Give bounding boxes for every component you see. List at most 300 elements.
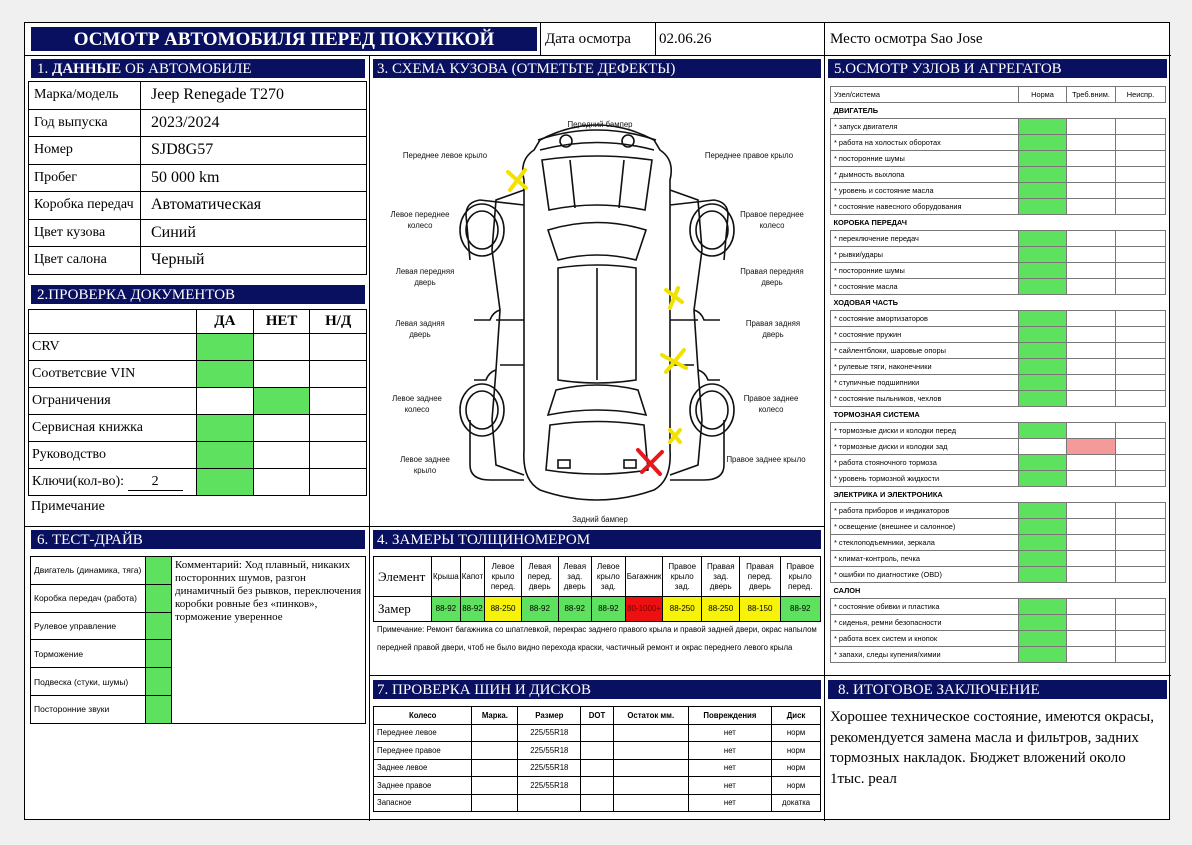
documents-col-2: Н/Д — [310, 310, 367, 334]
thickness-value: 88-92 — [432, 597, 461, 622]
systems-item: * работа всех систем и кнопок — [831, 631, 1019, 647]
systems-item-row — [831, 599, 1166, 615]
label-front-right-wing: Переднее правое крыло — [704, 151, 794, 160]
systems-item: * стеклоподъемники, зеркала — [831, 535, 1019, 551]
car-data-label: Коробка передач — [29, 192, 141, 220]
systems-header-row — [831, 87, 1166, 103]
thickness-value: 88-92 — [460, 597, 484, 622]
documents-check-no[interactable] — [253, 334, 310, 361]
systems-defect-cell[interactable] — [1116, 439, 1166, 455]
systems-item-row — [831, 151, 1166, 167]
tires-row — [374, 724, 821, 742]
systems-attention-cell[interactable] — [1067, 567, 1116, 583]
tires-cell: норм — [772, 777, 821, 795]
car-data-label: Цвет салона — [29, 247, 141, 275]
systems-item-row — [831, 567, 1166, 583]
systems-defect-cell[interactable] — [1116, 263, 1166, 279]
systems-attention-cell[interactable] — [1067, 343, 1116, 359]
thickness-col-name: Левая перед. дверь — [521, 557, 558, 597]
systems-ok-cell[interactable] — [1019, 375, 1067, 391]
systems-ok-cell[interactable] — [1019, 311, 1067, 327]
systems-ok-cell[interactable] — [1019, 199, 1067, 215]
documents-check-na[interactable] — [310, 334, 367, 361]
systems-attention-cell[interactable] — [1067, 391, 1116, 407]
tires-cell: 225/55R18 — [518, 759, 581, 777]
systems-ok-cell[interactable] — [1019, 151, 1067, 167]
thickness-value: 88-250 — [702, 597, 740, 622]
tires-col-header: Размер — [518, 707, 581, 725]
thickness-note: Примечание: Ремонт багажника со шпатлевкой, перекрас заднего правого крыла и правой задней двери, окрас напылом передней правой двери, чтоб не было видно перехода краски, частичный ремонт и окрас переднего левого крыла — [377, 625, 817, 652]
documents-check-no[interactable] — [253, 388, 310, 415]
tires-cell: Запасное — [374, 794, 472, 812]
systems-attention-cell[interactable] — [1067, 327, 1116, 343]
systems-defect-cell[interactable] — [1116, 359, 1166, 375]
tires-row — [374, 794, 821, 812]
tires-cell — [472, 759, 518, 777]
systems-attention-cell[interactable] — [1067, 551, 1116, 567]
systems-ok-cell[interactable] — [1019, 231, 1067, 247]
tires-cell — [472, 724, 518, 742]
systems-category: ЭЛЕКТРИКА И ЭЛЕКТРОНИКА — [831, 487, 1166, 503]
tires-col-header: Повреждения — [688, 707, 771, 725]
documents-label — [29, 415, 197, 442]
test-drive-table — [30, 556, 172, 724]
col-node: Узел/система — [831, 87, 1019, 103]
systems-defect-cell[interactable] — [1116, 471, 1166, 487]
systems-item: * состояние навесного оборудования — [831, 199, 1019, 215]
systems-ok-cell[interactable] — [1019, 327, 1067, 343]
documents-row — [29, 388, 367, 415]
car-data-label: Год выпуска — [29, 109, 141, 137]
systems-ok-cell[interactable] — [1019, 519, 1067, 535]
tires-cell — [581, 777, 614, 795]
systems-ok-cell[interactable] — [1019, 263, 1067, 279]
test-drive-item: Рулевое управление — [31, 612, 146, 640]
systems-attention-cell[interactable] — [1067, 455, 1116, 471]
label-rear-left-door: Левая задняя дверь — [395, 319, 445, 339]
test-drive-item: Подвеска (стуки, шумы) — [31, 668, 146, 696]
label-front-left-door: Левая передняя дверь — [395, 267, 455, 287]
thickness-col-name: Капот — [460, 557, 484, 597]
test-drive-ok-cell[interactable] — [146, 695, 172, 723]
test-drive-row — [31, 640, 172, 668]
col-ok: Норма — [1019, 87, 1067, 103]
tires-cell — [613, 759, 688, 777]
test-drive-comment: Комментарий: Ход плавный, никаких посторонних шумов, разгон динамичный без рывков, переключения коробки ровные без «пинков», торможение уверенное — [175, 559, 362, 623]
systems-defect-cell[interactable] — [1116, 135, 1166, 151]
systems-defect-cell[interactable] — [1116, 167, 1166, 183]
tires-header-row — [374, 707, 821, 725]
thickness-value: 88-92 — [521, 597, 558, 622]
systems-defect-cell[interactable] — [1116, 631, 1166, 647]
systems-item: * работа стояночного тормоза — [831, 455, 1019, 471]
systems-category: САЛОН — [831, 583, 1166, 599]
tires-cell — [581, 794, 614, 812]
section-5-header: 5.ОСМОТР УЗЛОВ И АГРЕГАТОВ — [828, 59, 1167, 78]
systems-attention-cell[interactable] — [1067, 519, 1116, 535]
systems-item-row — [831, 343, 1166, 359]
systems-ok-cell[interactable] — [1019, 615, 1067, 631]
systems-item: * освещение (внешнее и салонное) — [831, 519, 1019, 535]
systems-defect-cell[interactable] — [1116, 247, 1166, 263]
documents-check-na[interactable] — [310, 388, 367, 415]
documents-col-0: ДА — [197, 310, 254, 334]
systems-item-row — [831, 423, 1166, 439]
systems-category-row — [831, 407, 1166, 423]
systems-defect-cell[interactable] — [1116, 423, 1166, 439]
thickness-col-name: Правая перед. дверь — [740, 557, 780, 597]
systems-defect-cell[interactable] — [1116, 279, 1166, 295]
systems-item: * рывки/удары — [831, 247, 1019, 263]
systems-attention-cell[interactable] — [1067, 263, 1116, 279]
tires-cell — [581, 759, 614, 777]
car-data-value: Jeep Renegade T270 — [141, 82, 367, 110]
thickness-col-name: Левая зад. дверь — [558, 557, 591, 597]
car-data-row — [29, 82, 367, 110]
systems-item-row — [831, 535, 1166, 551]
label-rear-bumper: Задний бампер — [572, 515, 628, 524]
systems-defect-cell[interactable] — [1116, 519, 1166, 535]
systems-ok-cell[interactable] — [1019, 167, 1067, 183]
documents-check-yes[interactable] — [197, 415, 254, 442]
documents-check-na[interactable] — [310, 415, 367, 442]
systems-ok-cell[interactable] — [1019, 471, 1067, 487]
keys-count: 2 — [128, 474, 183, 491]
systems-item: * состояние масла — [831, 279, 1019, 295]
documents-check-na[interactable] — [310, 361, 367, 388]
thickness-value: 88-250 — [485, 597, 522, 622]
tires-cell: Заднее левое — [374, 759, 472, 777]
systems-item-row — [831, 247, 1166, 263]
section-4-header: 4. ЗАМЕРЫ ТОЛЩИНОМЕРОМ — [373, 530, 821, 549]
systems-item-row — [831, 263, 1166, 279]
systems-defect-cell[interactable] — [1116, 119, 1166, 135]
systems-attention-cell[interactable] — [1067, 599, 1116, 615]
conclusion-text: Хорошее техническое состояние, имеются окрасы, рекомендуется замена масла и фильтров, задних тормозных накладок. Бюджет вложений около 1тыс. реал — [830, 709, 1154, 787]
systems-ok-cell[interactable] — [1019, 599, 1067, 615]
tires-table — [373, 706, 821, 812]
systems-ok-cell[interactable] — [1019, 631, 1067, 647]
tires-cell: норм — [772, 759, 821, 777]
systems-ok-cell[interactable] — [1019, 503, 1067, 519]
test-drive-ok-cell[interactable] — [146, 640, 172, 668]
systems-item-row — [831, 471, 1166, 487]
systems-defect-cell[interactable] — [1116, 199, 1166, 215]
thickness-value: 88-150 — [740, 597, 780, 622]
systems-attention-cell[interactable] — [1067, 439, 1116, 455]
systems-defect-cell[interactable] — [1116, 151, 1166, 167]
systems-ok-cell[interactable] — [1019, 647, 1067, 663]
systems-defect-cell[interactable] — [1116, 391, 1166, 407]
tires-cell: Заднее правое — [374, 777, 472, 795]
page-title: ОСМОТР АВТОМОБИЛЯ ПЕРЕД ПОКУПКОЙ — [31, 27, 537, 51]
car-data-label: Цвет кузова — [29, 219, 141, 247]
section-6-header: 6. ТЕСТ-ДРАЙВ — [31, 530, 365, 549]
date-value: 02.06.26 — [659, 31, 712, 47]
label-rear-right-wheel: Правое заднее колесо — [743, 394, 799, 414]
systems-item: * запахи, следы купения/химии — [831, 647, 1019, 663]
systems-category-row — [831, 215, 1166, 231]
car-data-value: SJD8G57 — [141, 137, 367, 165]
systems-item: * тормозные диски и колодки зад — [831, 439, 1019, 455]
systems-attention-cell[interactable] — [1067, 631, 1116, 647]
systems-item-row — [831, 615, 1166, 631]
tires-row — [374, 759, 821, 777]
documents-check-yes[interactable] — [197, 442, 254, 469]
section-2-header: 2.ПРОВЕРКА ДОКУМЕНТОВ — [31, 285, 365, 304]
systems-defect-cell[interactable] — [1116, 503, 1166, 519]
tires-cell — [613, 794, 688, 812]
thickness-col-name: Багажник — [625, 557, 663, 597]
section-1-header: 1. ДАННЫЕ ОБ АВТОМОБИЛЕ — [31, 59, 365, 78]
systems-defect-cell[interactable] — [1116, 343, 1166, 359]
systems-attention-cell[interactable] — [1067, 375, 1116, 391]
systems-ok-cell[interactable] — [1019, 135, 1067, 151]
car-data-label: Марка/модель — [29, 82, 141, 110]
systems-item-row — [831, 135, 1166, 151]
label-front-right-wheel: Правое переднее колесо — [740, 210, 804, 230]
car-data-row — [29, 247, 367, 275]
systems-attention-cell[interactable] — [1067, 647, 1116, 663]
measure-label: Замер — [374, 597, 432, 622]
systems-defect-cell[interactable] — [1116, 183, 1166, 199]
systems-defect-cell[interactable] — [1116, 551, 1166, 567]
thickness-col-name: Левое крыло перед. — [485, 557, 522, 597]
systems-item-row — [831, 439, 1166, 455]
systems-defect-cell[interactable] — [1116, 535, 1166, 551]
systems-attention-cell[interactable] — [1067, 151, 1116, 167]
systems-item: * уровень и состояние масла — [831, 183, 1019, 199]
systems-ok-cell[interactable] — [1019, 423, 1067, 439]
documents-label-text: Ключи(кол-во): — [32, 473, 128, 489]
documents-header-row — [29, 310, 367, 334]
car-data-row — [29, 109, 367, 137]
test-drive-item: Двигатель (динамика, тяга) — [31, 557, 146, 585]
systems-item: * сиденья, ремни безопасности — [831, 615, 1019, 631]
systems-attention-cell[interactable] — [1067, 279, 1116, 295]
test-drive-item: Посторонние звуки — [31, 695, 146, 723]
systems-attention-cell[interactable] — [1067, 471, 1116, 487]
test-drive-row — [31, 584, 172, 612]
car-data-row — [29, 137, 367, 165]
tires-cell — [581, 742, 614, 760]
tires-cell: норм — [772, 742, 821, 760]
systems-item: * сайлентблоки, шаровые опоры — [831, 343, 1019, 359]
systems-item-row — [831, 183, 1166, 199]
documents-row — [29, 334, 367, 361]
systems-attention-cell[interactable] — [1067, 247, 1116, 263]
tires-cell: 225/55R18 — [518, 742, 581, 760]
documents-label — [29, 334, 197, 361]
systems-item-row — [831, 375, 1166, 391]
documents-check-no[interactable] — [253, 415, 310, 442]
section-7-header: 7. ПРОВЕРКА ШИН И ДИСКОВ — [373, 680, 821, 699]
systems-attention-cell[interactable] — [1067, 135, 1116, 151]
car-data-label: Пробег — [29, 164, 141, 192]
systems-defect-cell[interactable] — [1116, 327, 1166, 343]
documents-row — [29, 361, 367, 388]
test-drive-item: Коробка передач (работа) — [31, 584, 146, 612]
tires-col-header: Остаток мм. — [613, 707, 688, 725]
systems-item-row — [831, 279, 1166, 295]
systems-item: * посторонние шумы — [831, 151, 1019, 167]
element-label: Элемент — [374, 557, 432, 597]
car-data-value: 50 000 km — [141, 164, 367, 192]
tires-cell: нет — [688, 724, 771, 742]
systems-attention-cell[interactable] — [1067, 423, 1116, 439]
systems-defect-cell[interactable] — [1116, 615, 1166, 631]
systems-item: * состояние пыльников, чехлов — [831, 391, 1019, 407]
systems-item: * запуск двигателя — [831, 119, 1019, 135]
tires-cell: нет — [688, 759, 771, 777]
label-rear-left-wing: Левое заднее крыло — [400, 455, 450, 475]
systems-item: * ступичные подшипники — [831, 375, 1019, 391]
systems-item: * переключение передач — [831, 231, 1019, 247]
systems-defect-cell[interactable] — [1116, 567, 1166, 583]
body-diagram — [370, 80, 824, 523]
systems-item: * работа приборов и индикаторов — [831, 503, 1019, 519]
tires-cell — [613, 742, 688, 760]
systems-ok-cell[interactable] — [1019, 455, 1067, 471]
systems-defect-cell[interactable] — [1116, 647, 1166, 663]
systems-item: * рулевые тяги, наконечники — [831, 359, 1019, 375]
systems-attention-cell[interactable] — [1067, 615, 1116, 631]
thickness-value: 88-250 — [663, 597, 702, 622]
car-data-table — [28, 81, 367, 275]
thickness-value: 88-92 — [591, 597, 625, 622]
tires-col-header: Диск — [772, 707, 821, 725]
systems-item: * ошибки по диагностике (OBD) — [831, 567, 1019, 583]
thickness-value: 88-92 — [558, 597, 591, 622]
systems-item: * посторонние шумы — [831, 263, 1019, 279]
section-3-header: 3. СХЕМА КУЗОВА (ОТМЕТЬТЕ ДЕФЕКТЫ) — [373, 59, 821, 78]
thickness-col-name: Правое крыло зад. — [663, 557, 702, 597]
label-rear-right-door: Правая задняя дверь — [745, 319, 801, 339]
documents-row — [29, 442, 367, 469]
systems-attention-cell[interactable] — [1067, 503, 1116, 519]
systems-ok-cell[interactable] — [1019, 359, 1067, 375]
documents-check-no[interactable] — [253, 469, 310, 496]
documents-check-yes[interactable] — [197, 469, 254, 496]
systems-ok-cell[interactable] — [1019, 535, 1067, 551]
documents-check-na[interactable] — [310, 469, 367, 496]
test-drive-row — [31, 557, 172, 585]
col-defect: Неиспр. — [1116, 87, 1166, 103]
tires-cell: Переднее правое — [374, 742, 472, 760]
inspection-place: Место осмотра Sao Jose — [830, 31, 983, 47]
tires-cell: нет — [688, 794, 771, 812]
test-drive-row — [31, 668, 172, 696]
systems-attention-cell[interactable] — [1067, 167, 1116, 183]
systems-ok-cell[interactable] — [1019, 343, 1067, 359]
documents-label-text: CRV — [32, 339, 60, 354]
tires-cell — [518, 794, 581, 812]
systems-attention-cell[interactable] — [1067, 231, 1116, 247]
systems-attention-cell[interactable] — [1067, 535, 1116, 551]
systems-item-row — [831, 503, 1166, 519]
tires-cell: нет — [688, 777, 771, 795]
systems-attention-cell[interactable] — [1067, 199, 1116, 215]
systems-ok-cell[interactable] — [1019, 247, 1067, 263]
documents-check-na[interactable] — [310, 442, 367, 469]
documents-label-text: Руководство — [32, 447, 106, 462]
systems-category: КОРОБКА ПЕРЕДАЧ — [831, 215, 1166, 231]
documents-check-yes[interactable] — [197, 388, 254, 415]
systems-defect-cell[interactable] — [1116, 231, 1166, 247]
test-drive-ok-cell[interactable] — [146, 668, 172, 696]
systems-ok-cell[interactable] — [1019, 279, 1067, 295]
documents-label — [29, 442, 197, 469]
systems-ok-cell[interactable] — [1019, 183, 1067, 199]
systems-attention-cell[interactable] — [1067, 359, 1116, 375]
documents-row — [29, 415, 367, 442]
thickness-col-name: Правая зад. дверь — [702, 557, 740, 597]
systems-ok-cell[interactable] — [1019, 391, 1067, 407]
test-drive-item: Торможение — [31, 640, 146, 668]
test-drive-ok-cell[interactable] — [146, 584, 172, 612]
systems-category: ТОРМОЗНАЯ СИСТЕМА — [831, 407, 1166, 423]
label-front-right-door: Правая передняя дверь — [740, 267, 804, 287]
documents-label — [29, 361, 197, 388]
systems-category-row — [831, 583, 1166, 599]
tires-cell: докатка — [772, 794, 821, 812]
defect-mark-red — [638, 450, 662, 474]
systems-attention-cell[interactable] — [1067, 119, 1116, 135]
test-drive-ok-cell[interactable] — [146, 612, 172, 640]
label-front-bumper: Передний бампер — [567, 120, 633, 129]
documents-check-yes[interactable] — [197, 334, 254, 361]
systems-defect-cell[interactable] — [1116, 455, 1166, 471]
car-data-value: Автоматическая — [141, 192, 367, 220]
systems-attention-cell[interactable] — [1067, 183, 1116, 199]
tires-cell — [613, 777, 688, 795]
label-rear-left-wheel: Левое заднее колесо — [392, 394, 442, 414]
tires-row — [374, 777, 821, 795]
tires-cell — [472, 777, 518, 795]
documents-check-no[interactable] — [253, 361, 310, 388]
test-drive-ok-cell[interactable] — [146, 557, 172, 585]
car-data-row — [29, 192, 367, 220]
documents-check-no[interactable] — [253, 442, 310, 469]
systems-attention-cell[interactable] — [1067, 311, 1116, 327]
systems-item-row — [831, 551, 1166, 567]
label-front-left-wing: Переднее левое крыло — [402, 151, 488, 160]
systems-item-row — [831, 359, 1166, 375]
systems-category: ХОДОВАЯ ЧАСТЬ — [831, 295, 1166, 311]
systems-defect-cell[interactable] — [1116, 375, 1166, 391]
thickness-value: 80-1000+ — [625, 597, 663, 622]
systems-ok-cell[interactable] — [1019, 551, 1067, 567]
systems-defect-cell[interactable] — [1116, 599, 1166, 615]
tires-row — [374, 742, 821, 760]
label-rear-right-wing: Правое заднее крыло — [726, 455, 806, 464]
systems-defect-cell[interactable] — [1116, 311, 1166, 327]
tires-cell: Переднее левое — [374, 724, 472, 742]
systems-item-row — [831, 231, 1166, 247]
systems-item-row — [831, 119, 1166, 135]
systems-category-row — [831, 487, 1166, 503]
thickness-value: 88-92 — [780, 597, 820, 622]
systems-ok-cell[interactable] — [1019, 567, 1067, 583]
systems-ok-cell[interactable] — [1019, 119, 1067, 135]
documents-check-yes[interactable] — [197, 361, 254, 388]
documents-label-text: Ограничения — [32, 393, 111, 408]
systems-ok-cell[interactable] — [1019, 439, 1067, 455]
date-label: Дата осмотра — [545, 31, 631, 47]
documents-table — [28, 309, 367, 496]
section-8-header: 8. ИТОГОВОЕ ЗАКЛЮЧЕНИЕ — [828, 680, 1167, 699]
systems-item: * дымность выхлопа — [831, 167, 1019, 183]
